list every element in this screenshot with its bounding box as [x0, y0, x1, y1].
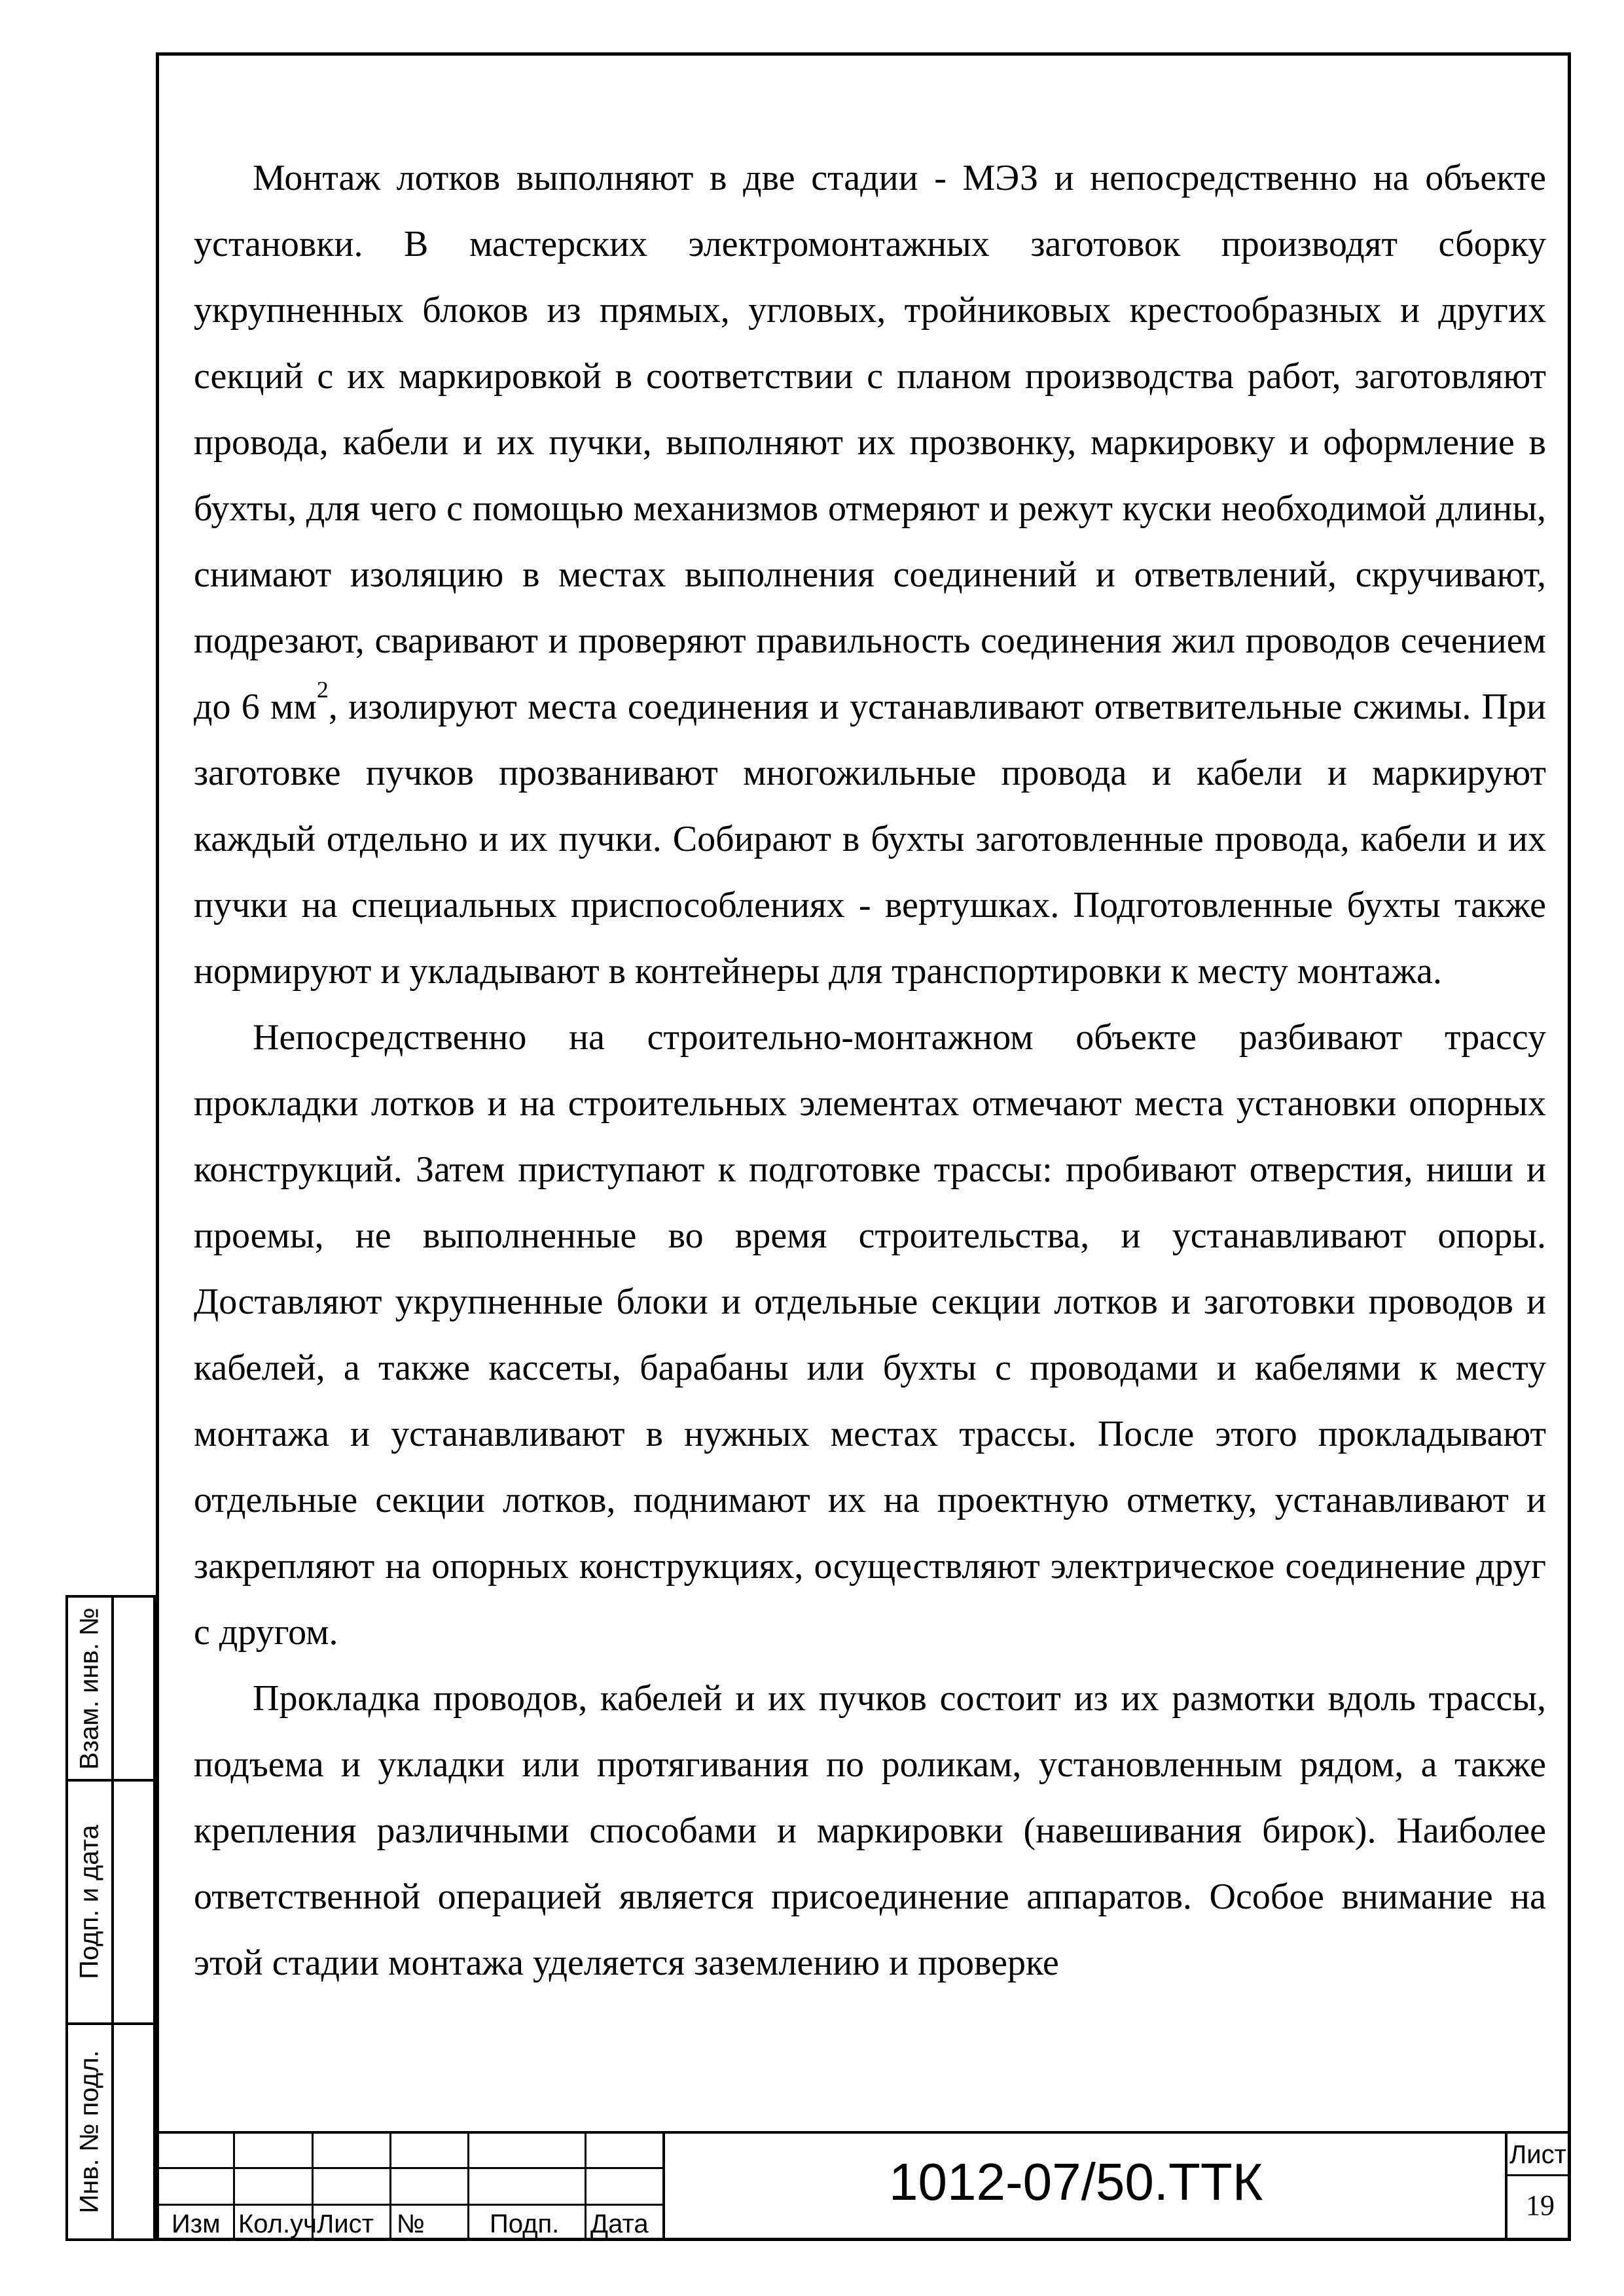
paragraph-2: Непосредственно на строительно-монтажном объекте разбивают трассу прокладки лотков и на строительных элементах отмечают места установки опорных конструкций. Затем приступают к подготовке трассы: пробивают отверстия, ниши и проемы, не выполненные во время строительства, и устанавливают опоры. Доставляют укрупненные блоки и отдельные секции лотков и заготовки проводов и кабелей, а также кассеты, барабаны или бухты с проводами и кабелями к месту монтажа и устанавливают в нужных местах трассы. После этого прокладывают отдельные секции лотков, поднимают их на проектную отметку, устанавливают и закрепляют на опорных конструкциях, осуществляют электрическое соединение друг с другом. — [194, 1017, 1546, 1653]
grid-col-line — [467, 2131, 469, 2241]
col-list: Лист — [317, 2210, 374, 2238]
col-no: № — [397, 2210, 425, 2238]
grid-col-line — [233, 2131, 235, 2241]
sheet-cell-line — [1505, 2131, 1507, 2241]
title-block-top-line — [156, 2131, 1571, 2134]
grid-col-line — [585, 2131, 586, 2241]
title-block — [156, 2131, 1571, 2241]
sheet-label: Лист — [1509, 2140, 1566, 2169]
col-izm: Изм — [171, 2210, 221, 2238]
paragraph-1-text-after: , изолируют места соединения и устанавливают ответвительные сжимы. При заготовке пучков прозванивают многожильные провода и кабели и маркируют каждый отдельно и их пучки. Собирают в бухты заготовленные провода, кабели и их пучки на специальных приспособлениях - вертушках. Подготовленные бухты также нормируют и укладывают в контейнеры для транспортировки к месту монтажа. — [194, 687, 1546, 992]
sheet-number: 19 — [1526, 2189, 1555, 2221]
grid-col-line — [389, 2131, 391, 2241]
document-body — [194, 145, 1546, 1996]
side-cell-podp-data — [65, 1779, 156, 2025]
grid-row-line — [156, 2204, 663, 2206]
grid-col-line — [662, 2131, 665, 2241]
podp-data-label: Подп. и дата — [75, 1825, 104, 1979]
side-cell-vzam-inv — [65, 1595, 156, 1782]
side-cell-inv-podl — [65, 2022, 156, 2241]
side-label-col — [68, 1598, 114, 1779]
superscript-2: 2 — [316, 676, 329, 703]
inv-podl-label: Инв. № подл. — [75, 2050, 104, 2214]
col-kol-uch: Кол.уч — [238, 2210, 317, 2238]
side-label-col — [68, 2025, 114, 2238]
paragraph-1 — [194, 145, 1546, 1005]
document-designation: 1012-07/50.ТТК — [889, 2153, 1263, 2211]
paragraph-1-text-before: Монтаж лотков выполняют в две стадии - МЭЗ и непосредственно на объекте установки. В мастерских электромонтажных заготовок производят сборку укрупненных блоков из прямых, угловых, тройниковых крестообразных и других секций с их маркировкой в соответствии с планом производства работ, заготовляют провода, кабели и их пучки, выполняют их прозвонку, маркировку и оформление в бухты, для чего с помощью механизмов отмеряют и режут куски необходимой длины, снимают изоляцию в местах выполнения соединений и ответвлений, скручивают, подрезают, сваривают и проверяют правильность соединения жил проводов сечением до 6 мм — [194, 158, 1546, 727]
paragraph-3: Прокладка проводов, кабелей и их пучков состоит из их размотки вдоль трассы, подъема и укладки или протягивания по роликам, установленным рядом, а также крепления различными способами и маркировки (навешивания бирок). Наиболее ответственной операцией является присоединение аппаратов. Особое внимание на этой стадии монтажа уделяется заземлению и проверке — [194, 1678, 1546, 1983]
vzam-inv-label: Взам. инв. № — [75, 1607, 104, 1770]
sheet-cell-line — [1505, 2174, 1571, 2176]
grid-row-line — [156, 2167, 663, 2169]
side-label-col — [68, 1782, 114, 2022]
col-podp: Подп. — [490, 2210, 560, 2238]
side-stamp — [65, 1595, 156, 2241]
col-data: Дата — [590, 2210, 649, 2238]
